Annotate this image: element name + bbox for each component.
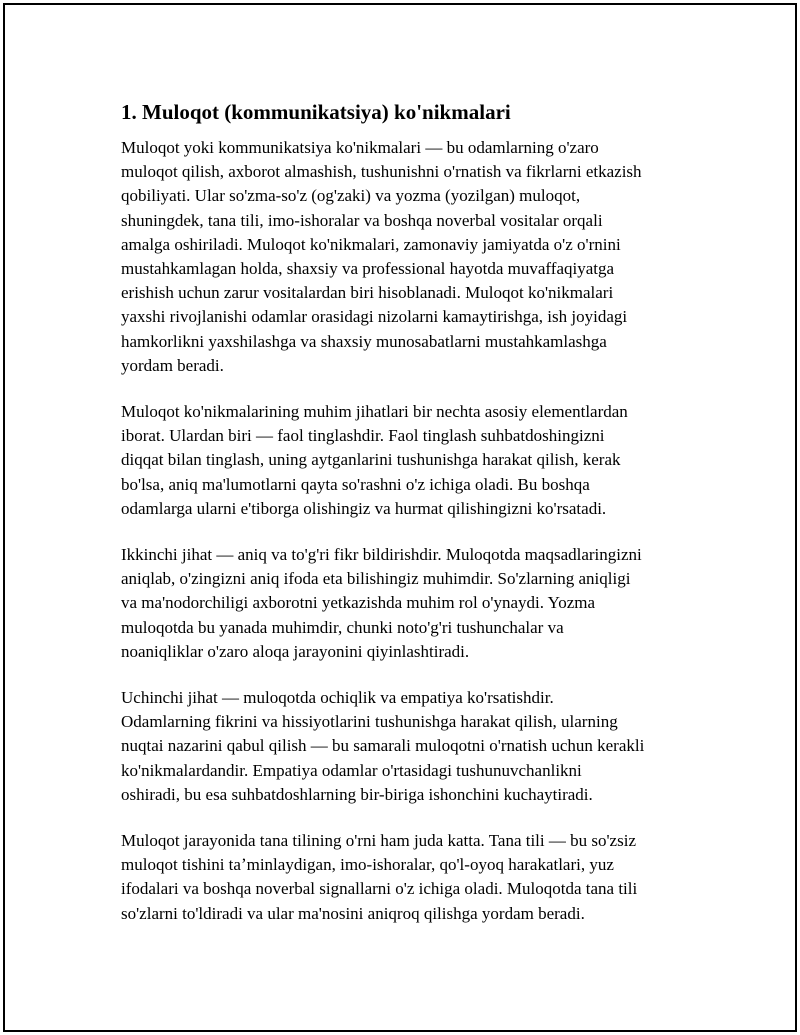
paragraph-4: [121, 686, 701, 807]
text-line: nuqtai nazarini qabul qilish — bu samarali muloqotni o'rnatish uchun kerakli: [121, 736, 645, 756]
text-line: ko'nikmalardandir. Empatiya odamlar o'rtasidagi tushunuvchanlikni: [121, 760, 582, 780]
text-line: so'zlarni to'ldiradi va ular ma'nosini aniqroq qilishga yordam beradi.: [121, 903, 585, 923]
paragraph-2: [121, 400, 701, 521]
text-line: muloqot qilish, axborot almashish, tushunishni o'rnatish va fikrlarni etkazish: [121, 162, 642, 182]
paragraph-5: [121, 829, 701, 926]
text-line: bo'lsa, aniq ma'lumotlarni qayta so'rashni o'z ichiga oladi. Bu boshqa: [121, 474, 590, 494]
document-content: [121, 99, 701, 948]
text-line: muloqotda bu yanada muhimdir, chunki noto'g'ri tushunchalar va: [121, 617, 564, 637]
text-line: odamlarga ularni e'tiborga olishingiz va hurmat qilishingizni ko'rsatadi.: [121, 498, 607, 518]
page-frame: [3, 3, 797, 1032]
text-line: Muloqot jarayonida tana tilining o'rni ham juda katta. Tana tili — bu so'zsiz: [121, 831, 636, 851]
text-line: noaniqliklar o'zaro aloqa jarayonini qiyinlashtiradi.: [121, 641, 470, 661]
paragraph-1: [121, 136, 701, 378]
text-line: yordam beradi.: [121, 355, 224, 375]
text-line: hamkorlikni yaxshilashga va shaxsiy munosabatlarni mustahkamlashga: [121, 331, 607, 351]
text-line: Muloqot yoki kommunikatsiya ko'nikmalari — bu odamlarning o'zaro: [121, 138, 599, 157]
text-line: mustahkamlagan holda, shaxsiy va professional hayotda muvaffaqiyatga: [121, 259, 615, 279]
text-line: Odamlarning fikrini va hissiyotlarini tushunishga harakat qilish, ularning: [121, 712, 618, 732]
paragraph-3: [121, 543, 701, 664]
text-line: amalga oshiriladi. Muloqot ko'nikmalari, zamonaviy jamiyatda o'z o'rnini: [121, 234, 621, 254]
text-line: va ma'nodorchiligi axborotni yetkazishda muhim rol o'ynaydi. Yozma: [121, 593, 596, 613]
text-line: muloqot tishini taʼminlaydigan, imo-ishoralar, qo'l-oyoq harakatlari, yuz: [121, 855, 614, 875]
text-line: Ikkinchi jihat — aniq va to'g'ri fikr bildirishdir. Muloqotda maqsadlaringizni: [121, 545, 642, 565]
text-line: aniqlab, o'zingizni aniq ifoda eta bilishingiz muhimdir. So'zlarning aniqligi: [121, 569, 631, 589]
text-line: Muloqot ko'nikmalarining muhim jihatlari bir nechta asosiy elementlardan: [121, 402, 628, 422]
text-line: iborat. Ulardan biri — faol tinglashdir. Faol tinglash suhbatdoshingizni: [121, 426, 605, 446]
section-heading: 1. Muloqot (kommunikatsiya) ko'nikmalari: [121, 100, 511, 124]
text-line: yaxshi rivojlanishi odamlar orasidagi nizolarni kamaytirishga, ish joyidagi: [121, 307, 628, 327]
text-line: qobiliyati. Ular so'zma-so'z (og'zaki) va yozma (yozilgan) muloqot,: [121, 186, 581, 206]
text-line: shuningdek, tana tili, imo-ishoralar va boshqa noverbal vositalar orqali: [121, 210, 603, 230]
text-line: erishish uchun zarur vositalardan biri hisoblanadi. Muloqot ko'nikmalari: [121, 283, 614, 303]
text-line: oshiradi, bu esa suhbatdoshlarning bir-biriga ishonchini kuchaytiradi.: [121, 784, 593, 804]
text-line: diqqat bilan tinglash, uning aytganlarini tushunishga harakat qilish, kerak: [121, 450, 621, 470]
text-line: ifodalari va boshqa noverbal signallarni o'z ichiga oladi. Muloqotda tana tili: [121, 879, 638, 899]
text-line: Uchinchi jihat — muloqotda ochiqlik va empatiya ko'rsatishdir.: [121, 688, 554, 708]
